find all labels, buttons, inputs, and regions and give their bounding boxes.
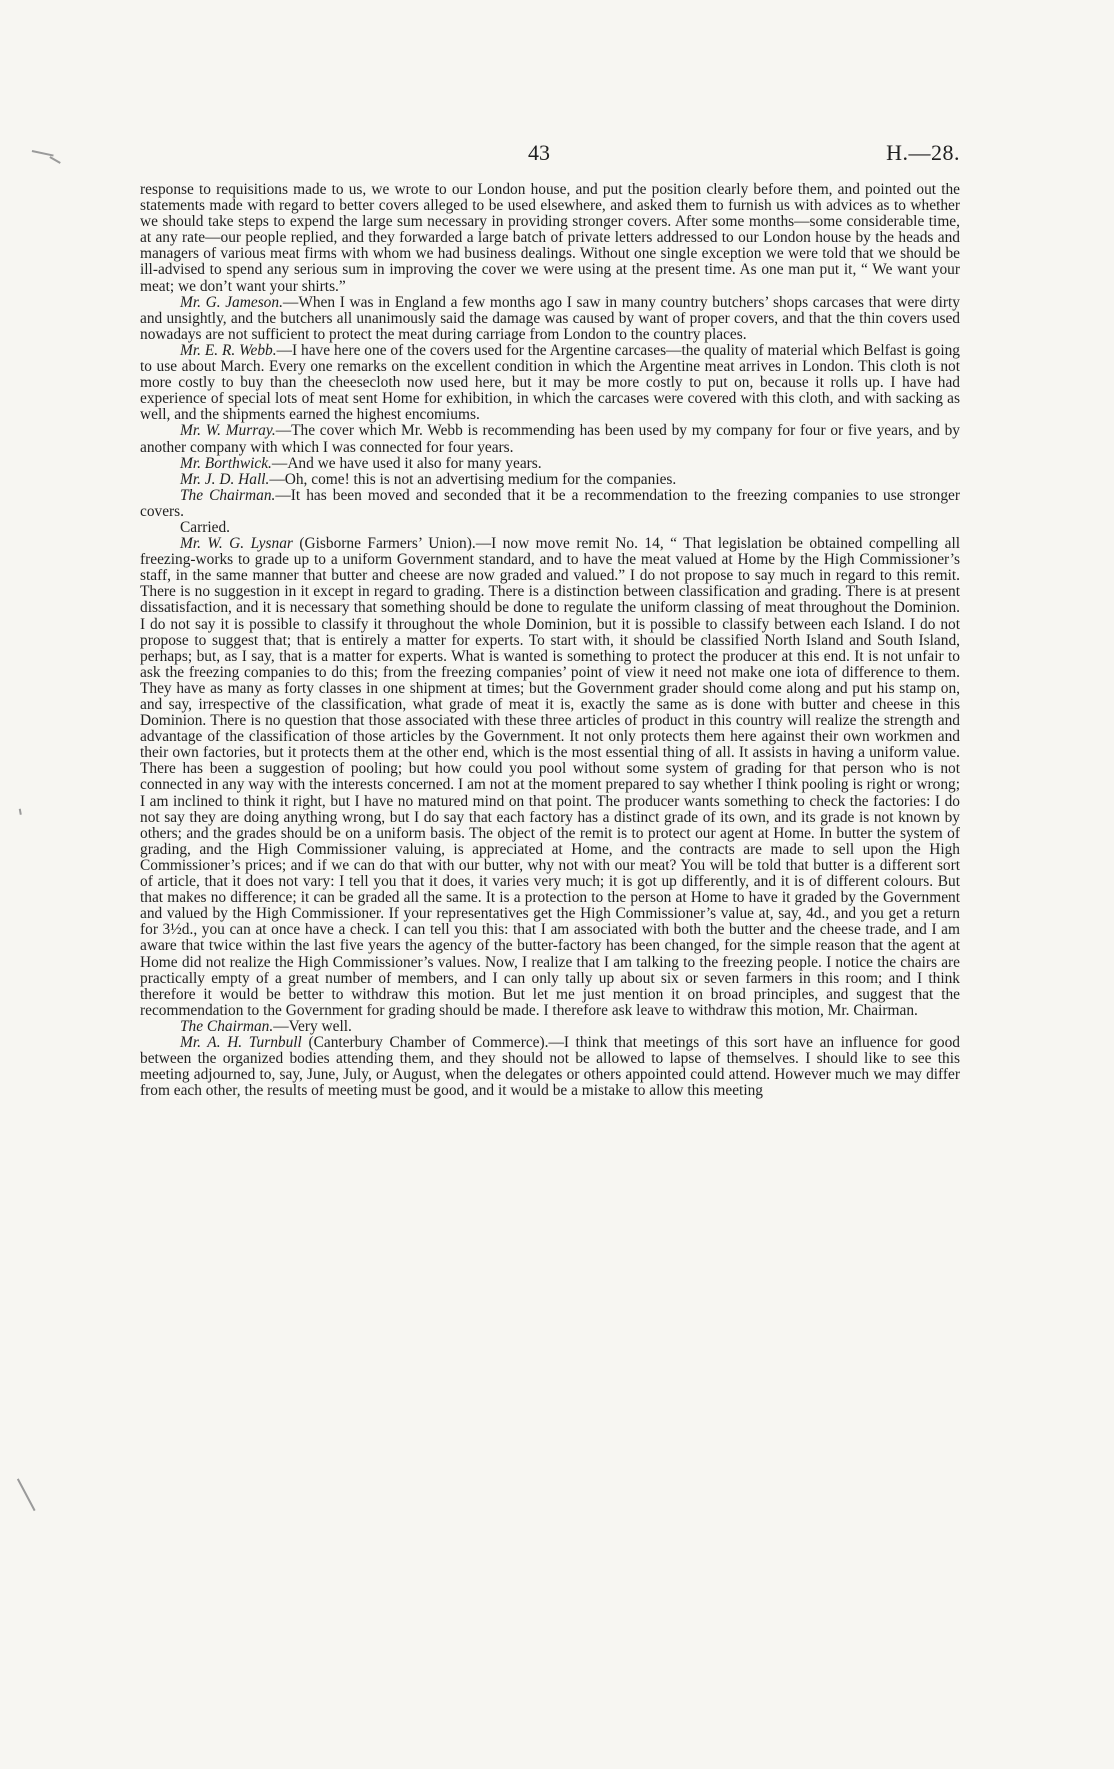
- paragraph-text: —The cover which Mr. Webb is recommending has been used by my company for four or five years, and by another company with which I was connected for four years.: [140, 422, 960, 456]
- margin-mark: [50, 156, 61, 163]
- page-number: 43: [528, 140, 550, 165]
- paragraph-text: Carried.: [180, 518, 230, 536]
- paragraph-text: —Oh, come! this is not an advertising medium for the companies.: [269, 470, 677, 488]
- paragraph: [140, 1035, 960, 1099]
- speaker-name: Mr. W. Murray.: [180, 422, 276, 440]
- page-header: [140, 140, 960, 170]
- speaker-name: Mr. J. D. Hall.: [180, 470, 270, 488]
- paragraph: [140, 182, 960, 295]
- body-text: [140, 182, 960, 1099]
- paragraph-text: response to requisitions made to us, we wrote to our London house, and put the position clearly before them, and pointed out the statements made with regard to better covers alleged to be used elsewhere, and asked them to furnish us with advices as to whether we should take steps to expend the large sum necessary in providing stronger covers. After some months—some considerable time, at any rate—our people replied, and they forwarded a large batch of private letters addressed to our London house by the heads and managers of various meat firms with whom we had business dealings. Without one single exception we were told that we should be ill-advised to spend any serious sum in improving the cover we were using at the present time. As one man put it, “ We want your meat; we don’t want your shirts.”: [140, 181, 960, 295]
- speaker-name: Mr. E. R. Webb.: [180, 341, 277, 359]
- paragraph-text: —When I was in England a few months ago I saw in many country butchers’ shops carcases that were dirty and unsightly, and the butchers all unanimously said the damage was caused by want of proper covers, and that the thin covers used nowadays are not sufficient to protect the meat during carriage from London to the country places.: [140, 293, 960, 343]
- speaker-name: Mr. G. Jameson.: [180, 293, 283, 311]
- margin-mark: [19, 809, 22, 815]
- paragraph: [140, 536, 960, 1019]
- paragraph: [140, 488, 960, 520]
- paper-reference: H.—28.: [886, 140, 960, 165]
- speaker-name: The Chairman.: [180, 1017, 274, 1035]
- paragraph-text: —I have here one of the covers used for the Argentine carcases—the quality of material which Belfast is going to use about March. Every one remarks on the excellent condition in which the Argentine meat arrives in London. This cloth is not more costly to buy than the cheesecloth now used here, but it may be more costly to put on, because it rolls up. I have had experience of special lots of meat sent Home for exhibition, in which the carcases were covered with this cloth, and with sacking as well, and the shipments earned the highest encomiums.: [140, 341, 960, 424]
- paragraph: [140, 520, 960, 536]
- paragraph: [140, 472, 960, 488]
- paragraph-text: (Canterbury Chamber of Commerce).—I think that meetings of this sort have an influence for good between the organized bodies attending them, and they should not be allowed to lapse of themselves. I should like to see this meeting adjourned to, say, June, July, or August, when the delegates or others appointed could attend. However much we may differ from each other, the results of meeting must be good, and it would be a mistake to allow this meeting: [140, 1033, 961, 1100]
- paragraph-text: —And we have used it also for many years.: [271, 454, 542, 472]
- paragraph: [140, 295, 960, 343]
- speaker-name: Mr. Borthwick.: [180, 454, 272, 472]
- margin-mark: [17, 1478, 35, 1510]
- paragraph-text: —It has been moved and seconded that it be a recommendation to the freezing companies to use stronger covers.: [140, 486, 960, 520]
- paragraph: [140, 456, 960, 472]
- paragraph-text: —Very well.: [273, 1017, 352, 1035]
- paragraph-text: (Gisborne Farmers’ Union).—I now move remit No. 14, “ That legislation be obtained compelling all freezing-works to grade up to a uniform Government standard, and to have the meat valued at Home by the High Commissioner’s staff, in the same manner that butter and cheese are now graded and valued.” I do not propose to say much in regard to this remit. There is no suggestion in it except in regard to grading. There is a distinction between classification and grading. There is at present dissatisfaction, and it is necessary that something should be done to regulate the uniform classing of meat throughout the Dominion. I do not say it is possible to classify it throughout the whole Dominion, but it is possible to classify between each Island. I do not propose to suggest that; that is entirely a matter for experts. To start with, it should be classified North Island and South Island, perhaps; but, as I say, that is a matter for experts. What is wanted is something to protect the producer at this end. It is not unfair to ask the freezing companies to do this; from the freezing companies’ point of view it need not make one iota of difference to them. They have as many as forty classes in one shipment at times; but the Government grader should come along and put his stamp on, and say, irrespective of the classification, what grade of meat it is, exactly the same as is done with butter and cheese in this Dominion. There is no question that those associated with these three articles of product in this country will realize the strength and advantage of the classification of those articles by the Government. It not only protects them here against their own workmen and their own factories, but it protects them at the other end, which is the most essential thing of all. It assists in having a uniform value. There has been a suggestion of pooling; but how could you pool without some system of grading for that person who is not connected in any way with the interests concerned. I am not at the moment prepared to say whether I think pooling is right or wrong; I am inclined to think it right, but I have no matured mind on that point. The producer wants something to check the factories: I do not say they are doing anything wrong, but I do say that each factory has a distinct grade of its own, and its grade is not known by others; and the grades should be on a uniform basis. The object of the remit is to protect our agent at Home. In butter the system of grading, and the High Commissioner valuing, is appreciated at Home, and the contracts are made to sell upon the High Commissioner’s prices; and if we can do that with our butter, why not with our meat? You will be told that butter is a different sort of article, that it does not vary: I tell you that it does, it varies very much; it is got up differently, and it is of different colours. But that makes no difference; it can be graded all the same. It is a protection to the person at Home to have it graded by the Government and valued by the High Commissioner. If your representatives get the High Commissioner’s value at, say, 4d., and you get a return for 3½d., you can at once have a check. I can tell you this: that I am associated with both the butter and the cheese trade, and I am aware that twice within the last five years the agency of the butter-factory has been changed, for the simple reason that the agent at Home did not realize the High Commissioner’s values. Now, I realize that I am talking to the freezing people. I notice the chairs are practically empty of a great number of members, and I can only tally up about six or seven farmers in this room; and I think therefore it would be better to withdraw this motion. But let me just mention it on broad principles, and suggest that the recommendation to the Government for grading should be made. I therefore ask leave to withdraw this motion, Mr. Chairman.: [140, 535, 960, 1019]
- speaker-name: The Chairman.: [180, 486, 276, 504]
- paragraph: [140, 343, 960, 423]
- speaker-name: Mr. A. H. Turnbull: [180, 1033, 302, 1051]
- speaker-name: Mr. W. G. Lysnar: [180, 535, 293, 553]
- paragraph: [140, 1019, 960, 1035]
- paragraph: [140, 423, 960, 455]
